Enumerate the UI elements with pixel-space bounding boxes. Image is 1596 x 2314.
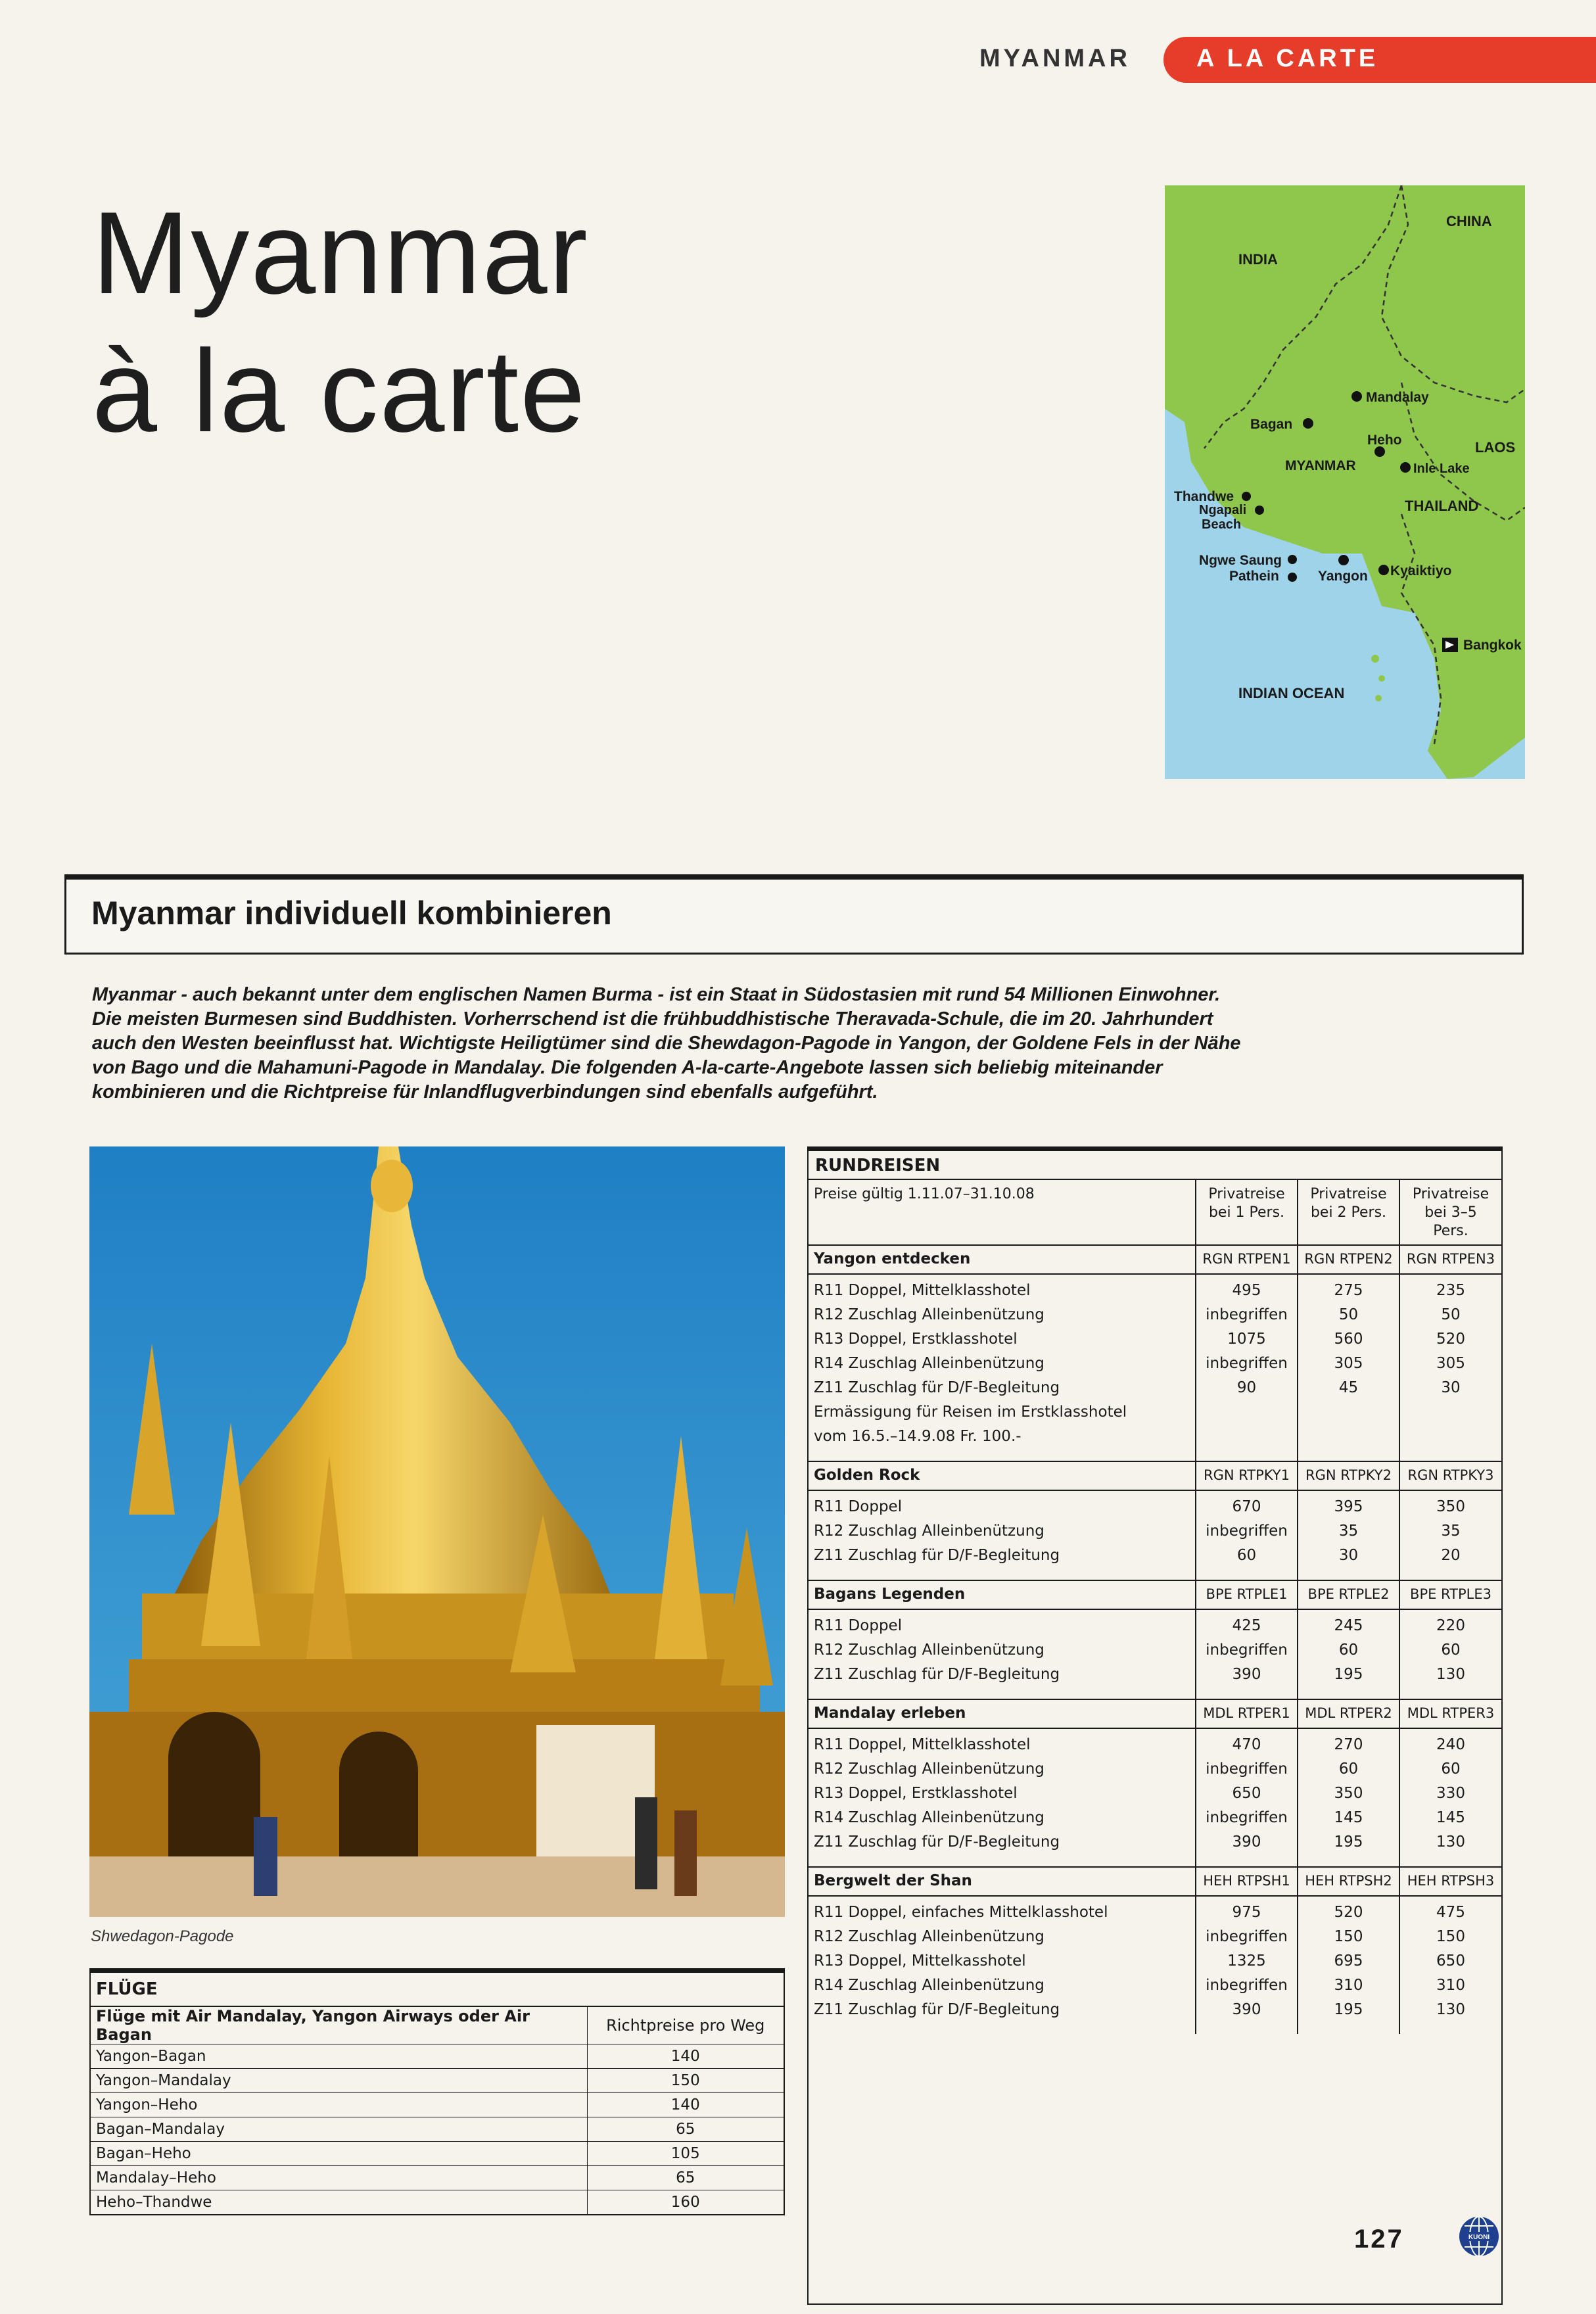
tour-item: vom 16.5.–14.9.08 Fr. 100.- xyxy=(814,1428,1021,1445)
tour-code: RGN RTPKY3 xyxy=(1399,1461,1501,1490)
map-label-heho: Heho xyxy=(1367,433,1402,448)
price: 195 xyxy=(1334,2001,1363,2018)
map-label-inle: Inle Lake xyxy=(1413,461,1470,476)
tour-item: R13 Doppel, Erstklasshotel xyxy=(814,1785,1018,1802)
section-title: Myanmar individuell kombinieren xyxy=(91,895,612,932)
map-dot-yangon xyxy=(1338,555,1349,565)
price: 150 xyxy=(1334,1928,1363,1945)
tours-table xyxy=(807,1146,1503,2305)
tour-item: Z11 Zuschlag für D/F-Begleitung xyxy=(814,1379,1060,1396)
flights-head-price: Richtpreise pro Weg xyxy=(587,2006,784,2044)
map-label-ngapali1: Ngapali xyxy=(1199,503,1247,517)
flight-price: 105 xyxy=(587,2142,784,2166)
tour-code: RGN RTPEN2 xyxy=(1298,1245,1399,1274)
map-label-bagan: Bagan xyxy=(1250,417,1293,432)
price: 130 xyxy=(1436,1666,1465,1683)
flights-table xyxy=(89,1968,785,2215)
map-label-pathein: Pathein xyxy=(1229,569,1279,584)
tour-code: HEH RTPSH1 xyxy=(1196,1867,1298,1896)
price: 670 xyxy=(1232,1498,1261,1515)
tour-item: R12 Zuschlag Alleinbenützung xyxy=(814,1641,1044,1659)
price: 650 xyxy=(1232,1785,1261,1802)
price: 245 xyxy=(1334,1617,1363,1634)
tour-item: R12 Zuschlag Alleinbenützung xyxy=(814,1928,1044,1945)
tours-title: RUNDREISEN xyxy=(809,1151,1501,1180)
tour-item: R11 Doppel xyxy=(814,1498,903,1515)
price: 520 xyxy=(1436,1331,1465,1348)
map-label-thailand: THAILAND xyxy=(1405,498,1479,514)
price: 270 xyxy=(1334,1736,1363,1753)
table-row xyxy=(90,2069,784,2093)
price: 235 xyxy=(1436,1282,1465,1299)
price: 350 xyxy=(1334,1785,1363,1802)
photo-caption: Shwedagon-Pagode xyxy=(91,1927,234,1945)
map-label-bangkok: Bangkok xyxy=(1463,638,1522,653)
map-island xyxy=(1378,675,1385,682)
tour-item: R14 Zuschlag Alleinbenützung xyxy=(814,1977,1044,1994)
price: 310 xyxy=(1334,1977,1363,1994)
tour-section-header xyxy=(809,1461,1501,1490)
price: 220 xyxy=(1436,1617,1465,1634)
tour-item: R12 Zuschlag Alleinbenützung xyxy=(814,1760,1044,1778)
tour-code: RGN RTPKY2 xyxy=(1298,1461,1399,1490)
price: 495 xyxy=(1232,1282,1261,1299)
flight-route: Bagan–Mandalay xyxy=(90,2117,587,2142)
tour-prices-1 xyxy=(1196,1609,1298,1699)
page-title-line2: à la carte xyxy=(92,325,587,456)
flight-route: Bagan–Heho xyxy=(90,2142,587,2166)
price: 425 xyxy=(1232,1617,1261,1634)
price: 330 xyxy=(1436,1785,1465,1802)
price: 60 xyxy=(1338,1641,1359,1659)
tour-code: BPE RTPLE3 xyxy=(1399,1580,1501,1609)
price: 560 xyxy=(1334,1331,1363,1348)
price: 520 xyxy=(1334,1904,1363,1921)
page-number: 127 xyxy=(1354,2225,1404,2254)
price: 145 xyxy=(1334,1809,1363,1826)
price: 35 xyxy=(1338,1523,1359,1540)
tour-prices-3 xyxy=(1399,1728,1501,1867)
tour-code: MDL RTPER3 xyxy=(1399,1699,1501,1728)
intro-paragraph: Myanmar - auch bekannt unter dem englischen Namen Burma - ist ein Staat in Südostasien mit rund 54 Millionen Einwohner. Die meisten Burmesen sind Buddhisten. Vorherrschend ist die frühbuddhistische Theravada-Schule, die im 20. Jahrhundert auch den Westen beeinflusst hat. Wichtigste Heiligtümer sind die Shewdagon-Pagode in Yangon, der Goldene Fels in der Nähe von Bago und die Mahamuni-Pagode in Mandalay. Die folgenden A-la-carte-Angebote lassen sich beliebig miteinander kombinieren und die Richtpreise für Inlandflugverbindungen sind ebenfalls aufgeführt. xyxy=(92,984,1241,1102)
table-row xyxy=(90,2142,784,2166)
tour-code: HEH RTPSH3 xyxy=(1399,1867,1501,1896)
tour-items xyxy=(809,1490,1196,1580)
price: 195 xyxy=(1334,1833,1363,1851)
tour-item: R12 Zuschlag Alleinbenützung xyxy=(814,1306,1044,1323)
section-heading-box xyxy=(64,874,1524,955)
map-island xyxy=(1371,655,1379,663)
tour-code: RGN RTPEN3 xyxy=(1399,1245,1501,1274)
tour-code: MDL RTPER2 xyxy=(1298,1699,1399,1728)
tour-items xyxy=(809,1728,1196,1867)
tour-item: Z11 Zuschlag für D/F-Begleitung xyxy=(814,1666,1060,1683)
price: 50 xyxy=(1441,1306,1461,1323)
flight-route: Yangon–Mandalay xyxy=(90,2069,587,2093)
tour-section-body xyxy=(809,1490,1501,1580)
price: 145 xyxy=(1436,1809,1465,1826)
tours-col-1 xyxy=(1196,1180,1298,1245)
map-dot-thandwe xyxy=(1242,492,1251,501)
tour-prices-1 xyxy=(1196,1274,1298,1461)
flights-grid xyxy=(89,2006,785,2215)
map-label-india: INDIA xyxy=(1238,251,1278,268)
price: 30 xyxy=(1338,1547,1359,1564)
tour-item: R13 Doppel, Erstklasshotel xyxy=(814,1331,1018,1348)
map-label-myanmar: MYANMAR xyxy=(1285,458,1356,473)
map-dot-ngapali xyxy=(1255,506,1264,515)
pagoda-photo xyxy=(89,1146,785,1917)
price: 390 xyxy=(1232,1666,1261,1683)
tour-section-header xyxy=(809,1867,1501,1896)
tour-section-header xyxy=(809,1245,1501,1274)
price: 45 xyxy=(1338,1379,1359,1396)
page-title xyxy=(92,184,589,460)
tour-prices-3 xyxy=(1399,1274,1501,1461)
price: 310 xyxy=(1436,1977,1465,1994)
col-label: bei 2 Pers. xyxy=(1310,1204,1387,1221)
tours-grid xyxy=(809,1180,1501,2034)
price: 475 xyxy=(1436,1904,1465,1921)
tour-prices-2 xyxy=(1298,1728,1399,1867)
tour-item: R12 Zuschlag Alleinbenützung xyxy=(814,1523,1044,1540)
col-label: Privatreise xyxy=(1208,1186,1285,1202)
tour-prices-1 xyxy=(1196,1490,1298,1580)
flight-route: Heho–Thandwe xyxy=(90,2190,587,2215)
map-label-mandalay: Mandalay xyxy=(1366,390,1429,405)
price: 150 xyxy=(1436,1928,1465,1945)
tour-section-header xyxy=(809,1699,1501,1728)
tour-prices-1 xyxy=(1196,1896,1298,2034)
tour-item: Z11 Zuschlag für D/F-Begleitung xyxy=(814,2001,1060,2018)
tour-code: RGN RTPKY1 xyxy=(1196,1461,1298,1490)
tours-header-row xyxy=(809,1180,1501,1245)
price: 390 xyxy=(1232,2001,1261,2018)
tour-name: Yangon entdecken xyxy=(809,1245,1196,1274)
flight-price: 150 xyxy=(587,2069,784,2093)
map-label-ngwe: Ngwe Saung xyxy=(1199,553,1282,568)
tour-prices-2 xyxy=(1298,1274,1399,1461)
map-label-ocean: INDIAN OCEAN xyxy=(1238,685,1345,701)
price: inbegriffen xyxy=(1206,1523,1288,1540)
tours-col-2 xyxy=(1298,1180,1399,1245)
tour-code: RGN RTPEN1 xyxy=(1196,1245,1298,1274)
tours-validity: Preise gültig 1.11.07–31.10.08 xyxy=(809,1180,1196,1245)
tour-prices-3 xyxy=(1399,1896,1501,2034)
price: inbegriffen xyxy=(1206,1306,1288,1323)
table-row xyxy=(90,2044,784,2069)
tour-code: HEH RTPSH2 xyxy=(1298,1867,1399,1896)
flight-route: Yangon–Bagan xyxy=(90,2044,587,2069)
map-dot-pathein xyxy=(1288,573,1297,582)
tour-item: R14 Zuschlag Alleinbenützung xyxy=(814,1809,1044,1826)
tour-prices-3 xyxy=(1399,1490,1501,1580)
map-label-ngapali2: Beach xyxy=(1202,517,1242,532)
map-label-china: CHINA xyxy=(1446,213,1492,229)
flight-price: 140 xyxy=(587,2044,784,2069)
tour-prices-2 xyxy=(1298,1896,1399,2034)
table-row xyxy=(90,2093,784,2117)
price: inbegriffen xyxy=(1206,1928,1288,1945)
tour-item: R14 Zuschlag Alleinbenützung xyxy=(814,1355,1044,1372)
table-row xyxy=(90,2117,784,2142)
header-country: MYANMAR xyxy=(979,45,1131,72)
tour-section-header xyxy=(809,1580,1501,1609)
tour-items xyxy=(809,1896,1196,2034)
price: 305 xyxy=(1436,1355,1465,1372)
tour-name: Golden Rock xyxy=(809,1461,1196,1490)
tour-prices-2 xyxy=(1298,1490,1399,1580)
price: inbegriffen xyxy=(1206,1641,1288,1659)
tour-section-body xyxy=(809,1609,1501,1699)
price: 130 xyxy=(1436,1833,1465,1851)
kuoni-globe-icon xyxy=(1458,2215,1500,2257)
region-map xyxy=(1165,185,1525,779)
tour-section-body xyxy=(809,1728,1501,1867)
tour-item: R13 Doppel, Mittelkasshotel xyxy=(814,1952,1026,1970)
table-row xyxy=(90,2166,784,2190)
map-label-kyaik: Kyaiktiyo xyxy=(1390,563,1452,578)
price: inbegriffen xyxy=(1206,1977,1288,1994)
header-pill xyxy=(1163,37,1596,83)
flights-head-route: Flüge mit Air Mandalay, Yangon Airways oder Air Bagan xyxy=(90,2006,587,2044)
tour-section-body xyxy=(809,1896,1501,2034)
map-dot-mandalay xyxy=(1351,391,1362,402)
price: 20 xyxy=(1441,1547,1461,1564)
price: 60 xyxy=(1236,1547,1257,1564)
map-label-thandwe: Thandwe xyxy=(1174,489,1234,504)
flights-title: FLÜGE xyxy=(89,1973,785,2006)
price: 350 xyxy=(1436,1498,1465,1515)
price: 240 xyxy=(1436,1736,1465,1753)
price: 195 xyxy=(1334,1666,1363,1683)
price: 695 xyxy=(1334,1952,1363,1970)
price: 60 xyxy=(1338,1760,1359,1778)
flight-price: 140 xyxy=(587,2093,784,2117)
tour-prices-3 xyxy=(1399,1609,1501,1699)
tour-item: Ermässigung für Reisen im Erstklasshotel xyxy=(814,1404,1127,1421)
tour-name: Bergwelt der Shan xyxy=(809,1867,1196,1896)
price: 60 xyxy=(1441,1760,1461,1778)
map-dot-ngwe xyxy=(1288,555,1297,564)
tour-items xyxy=(809,1609,1196,1699)
flight-route: Yangon–Heho xyxy=(90,2093,587,2117)
price: inbegriffen xyxy=(1206,1809,1288,1826)
price: 395 xyxy=(1334,1498,1363,1515)
tour-item: R11 Doppel, einfaches Mittelklasshotel xyxy=(814,1904,1108,1921)
price: 1325 xyxy=(1227,1952,1266,1970)
price: 130 xyxy=(1436,2001,1465,2018)
price: 275 xyxy=(1334,1282,1363,1299)
col-label: Privatreise xyxy=(1412,1186,1490,1202)
tour-item: Z11 Zuschlag für D/F-Begleitung xyxy=(814,1547,1060,1564)
price: 50 xyxy=(1338,1306,1359,1323)
price: 390 xyxy=(1232,1833,1261,1851)
tour-code: BPE RTPLE2 xyxy=(1298,1580,1399,1609)
tour-items xyxy=(809,1274,1196,1461)
tour-item: R11 Doppel xyxy=(814,1617,903,1634)
price: 470 xyxy=(1232,1736,1261,1753)
map-dot-heho xyxy=(1374,446,1385,457)
tour-prices-1 xyxy=(1196,1728,1298,1867)
flight-price: 65 xyxy=(587,2166,784,2190)
map-island xyxy=(1375,695,1382,701)
price: 1075 xyxy=(1227,1331,1266,1348)
price: inbegriffen xyxy=(1206,1355,1288,1372)
price: 60 xyxy=(1441,1641,1461,1659)
tours-col-3 xyxy=(1399,1180,1501,1245)
tour-item: R11 Doppel, Mittelklasshotel xyxy=(814,1282,1031,1299)
price: 35 xyxy=(1441,1523,1461,1540)
tour-prices-2 xyxy=(1298,1609,1399,1699)
flights-header-row xyxy=(90,2006,784,2044)
col-label: bei 1 Pers. xyxy=(1208,1204,1285,1221)
page-title-line1: Myanmar xyxy=(92,187,589,318)
col-label: Privatreise xyxy=(1310,1186,1387,1202)
map-dot-bagan xyxy=(1303,418,1313,429)
map-dot-inle xyxy=(1400,462,1411,473)
map-label-laos: LAOS xyxy=(1475,439,1516,456)
price: inbegriffen xyxy=(1206,1760,1288,1778)
tour-item: Z11 Zuschlag für D/F-Begleitung xyxy=(814,1833,1060,1851)
flight-price: 160 xyxy=(587,2190,784,2215)
map-label-yangon: Yangon xyxy=(1318,569,1368,584)
price: 975 xyxy=(1232,1904,1261,1921)
col-label: bei 3–5 Pers. xyxy=(1424,1204,1477,1239)
flight-route: Mandalay–Heho xyxy=(90,2166,587,2190)
flight-price: 65 xyxy=(587,2117,784,2142)
price: 90 xyxy=(1236,1379,1257,1396)
tour-name: Mandalay erleben xyxy=(809,1699,1196,1728)
tour-code: MDL RTPER1 xyxy=(1196,1699,1298,1728)
price: 30 xyxy=(1441,1379,1461,1396)
header-pill-label: A LA CARTE xyxy=(1196,45,1379,72)
price: 650 xyxy=(1436,1952,1465,1970)
map-dot-kyaik xyxy=(1378,565,1389,575)
tour-section-body xyxy=(809,1274,1501,1461)
tour-name: Bagans Legenden xyxy=(809,1580,1196,1609)
table-row xyxy=(90,2190,784,2215)
tour-code: BPE RTPLE1 xyxy=(1196,1580,1298,1609)
tour-item: R11 Doppel, Mittelklasshotel xyxy=(814,1736,1031,1753)
price: 305 xyxy=(1334,1355,1363,1372)
logo-text: KUONI xyxy=(1468,2234,1490,2241)
